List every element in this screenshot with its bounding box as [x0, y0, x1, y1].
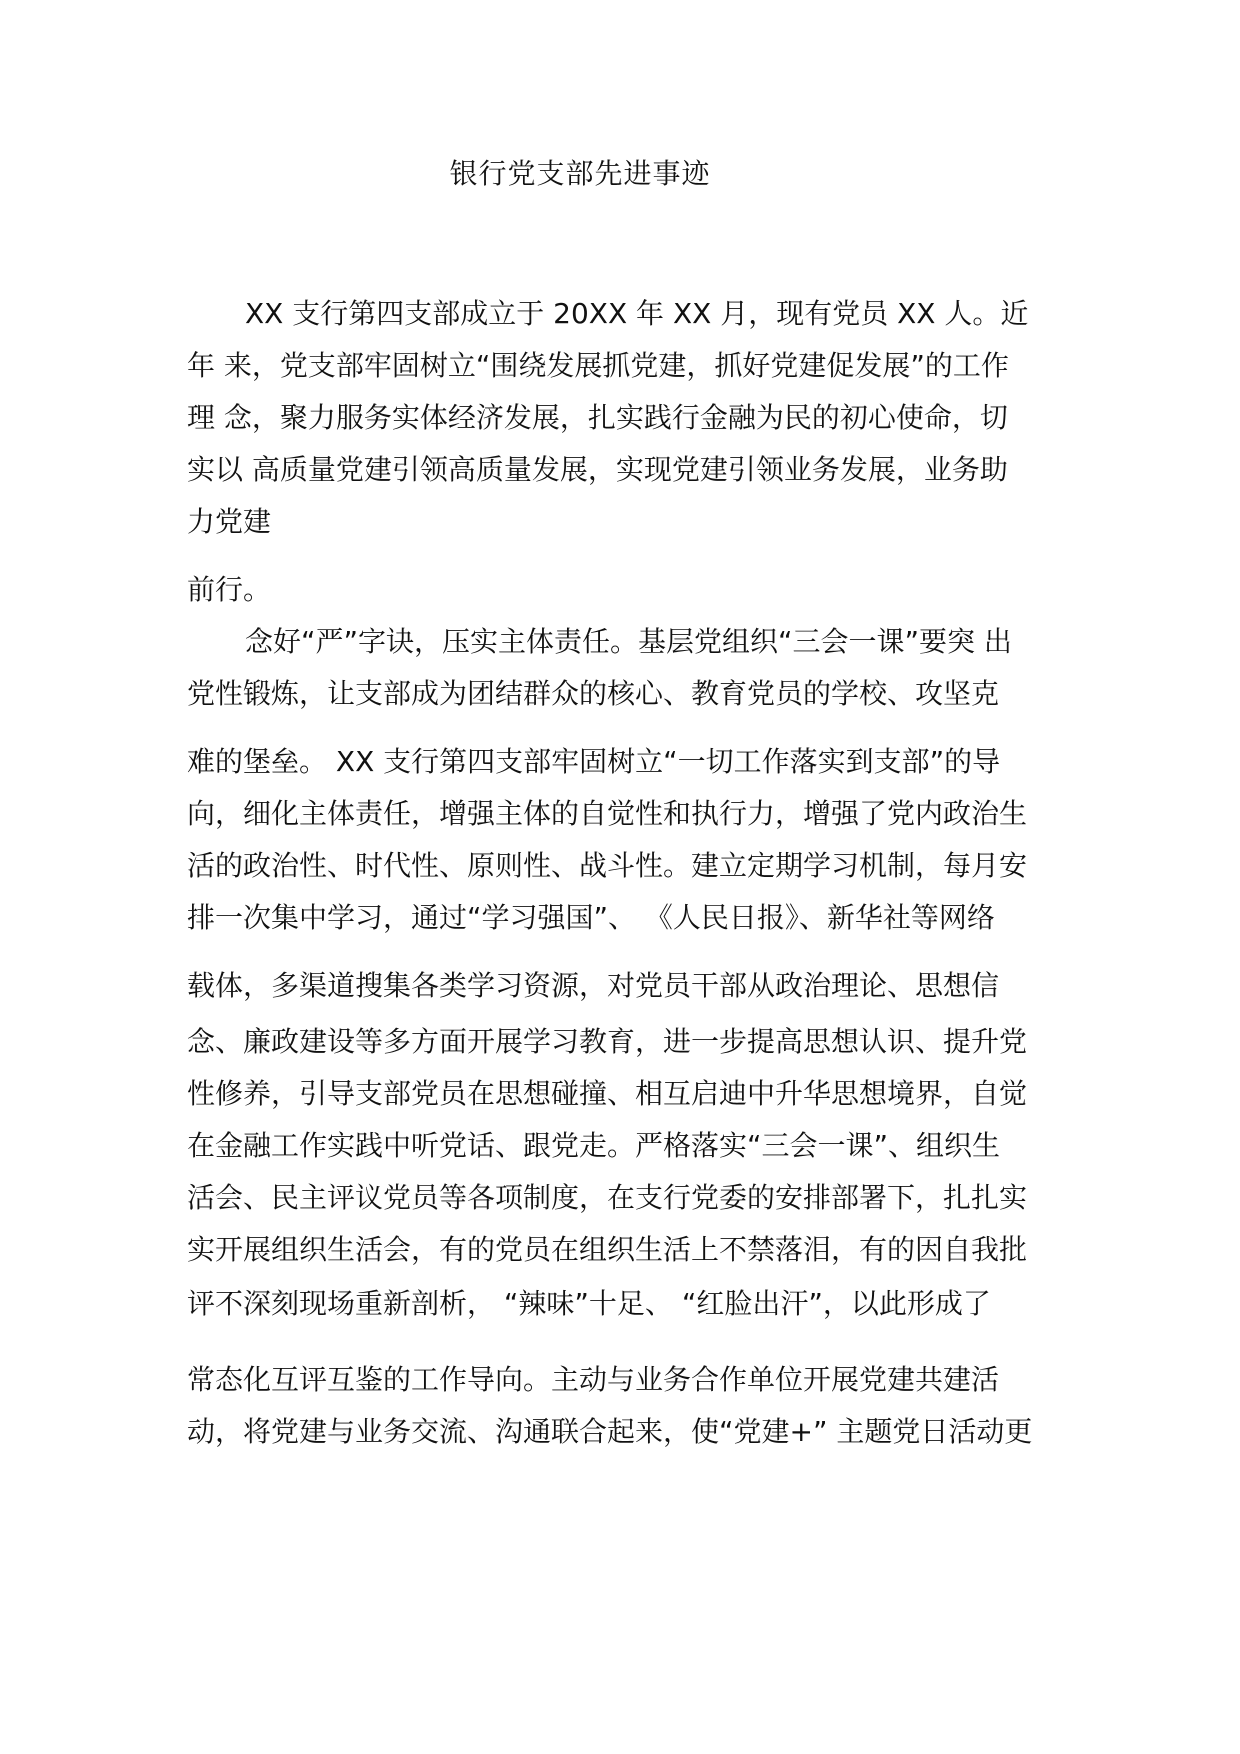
- paragraph-line: 在金融工作实践中听党话、跟党走。严格落实“三会一课”、组织生: [187, 1129, 1001, 1162]
- paragraph-line: 排一次集中学习，通过“学习强国”、 《人民日报》、新华社等网络: [187, 901, 995, 934]
- paragraph-line: 评不深刻现场重新剖析， “辣味”十足、 “红脸出汗”，以此形成了: [187, 1287, 991, 1320]
- paragraph-line: 性修养，引导支部党员在思想碰撞、相互启迪中升华思想境界，自觉: [187, 1077, 1028, 1110]
- paragraph-line: 前行。: [187, 573, 272, 606]
- paragraph-line: 念、廉政建设等多方面开展学习教育，进一步提高思想认识、提升党: [187, 1025, 1028, 1058]
- document-title: 银行党支部先进事迹: [449, 157, 711, 190]
- paragraph-line: 念好“严”字诀，压实主体责任。基层党组织“三会一课”要突 出: [245, 625, 1012, 658]
- paragraph-line: 向，细化主体责任，增强主体的自觉性和执行力，增强了党内政治生: [187, 797, 1028, 830]
- paragraph-line: 实以 高质量党建引领高质量发展，实现党建引领业务发展，业务助: [187, 453, 1008, 486]
- paragraph-line: 载体，多渠道搜集各类学习资源，对党员干部从政治理论、思想信: [187, 969, 1000, 1002]
- paragraph-line: 实开展组织生活会，有的党员在组织生活上不禁落泪，有的因自我批: [187, 1233, 1028, 1266]
- paragraph-line: 动，将党建与业务交流、沟通联合起来，使“党建+” 主题党日活动更: [187, 1415, 1033, 1448]
- paragraph-line: 党性锻炼，让支部成为团结群众的核心、教育党员的学校、攻坚克: [187, 677, 1000, 710]
- paragraph-line: XX 支行第四支部成立于 20XX 年 XX 月，现有党员 XX 人。近: [245, 297, 1029, 330]
- paragraph-line: 力党建: [187, 505, 272, 538]
- paragraph-line: 理 念，聚力服务实体经济发展，扎实践行金融为民的初心使命，切: [187, 401, 1008, 434]
- paragraph-line: 年 来，党支部牢固树立“围绕发展抓党建，抓好党建促发展”的工作: [187, 349, 1009, 382]
- paragraph-line: 活会、民主评议党员等各项制度，在支行党委的安排部署下，扎扎实: [187, 1181, 1028, 1214]
- paragraph-line: 难的堡垒。 XX 支行第四支部牢固树立“一切工作落实到支部”的导: [187, 745, 1001, 778]
- paragraph-line: 常态化互评互鉴的工作导向。主动与业务合作单位开展党建共建活: [187, 1363, 1000, 1396]
- paragraph-line: 活的政治性、时代性、原则性、战斗性。建立定期学习机制，每月安: [187, 849, 1028, 882]
